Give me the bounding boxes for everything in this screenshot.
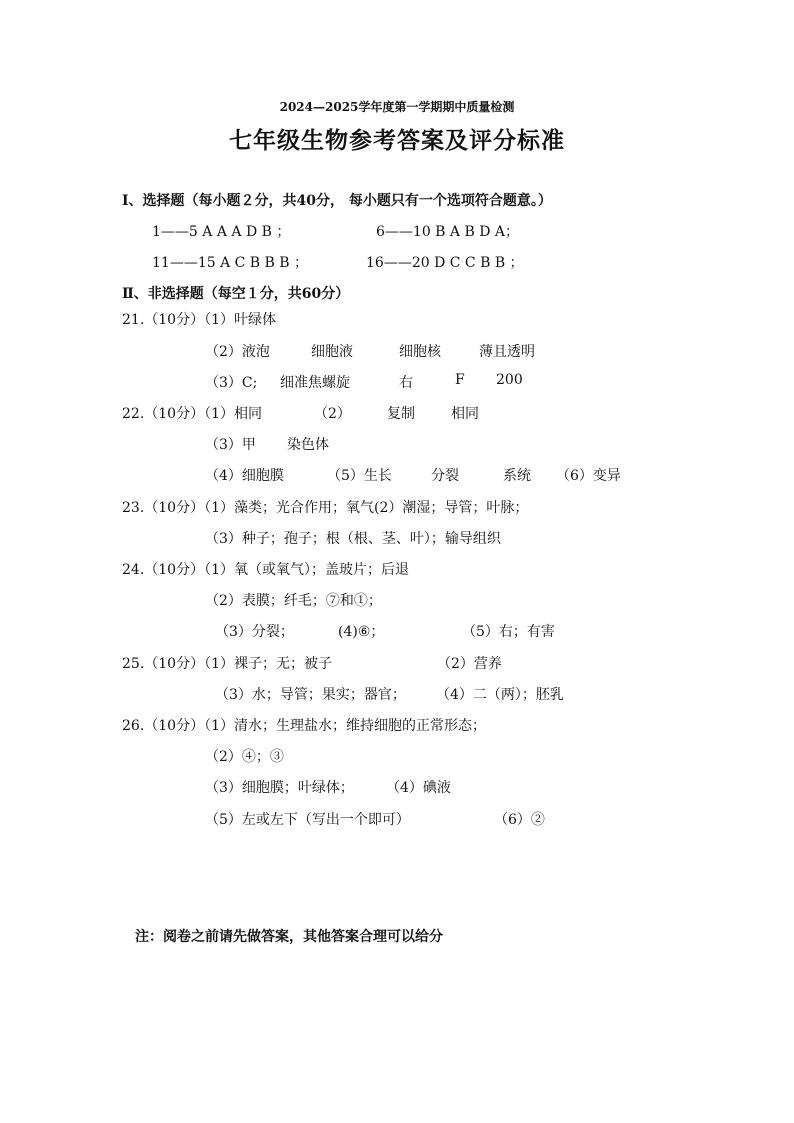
mc-answers-1-5: 1——5 A A A D B ； — [152, 224, 291, 240]
q26-line4-cell: （5）左或左下（写出一个即可） — [205, 812, 410, 828]
q21-line3-cell: （3）C; — [205, 375, 258, 391]
q24-line2: （2）表膜；纤毛；⑦和①； — [205, 593, 382, 609]
q26-line3-cell: （4）碘液 — [386, 780, 451, 796]
q21-line2-cell: 细胞核 — [399, 344, 441, 360]
q26-line1: 26.（10分）（1）清水；生理盐水；维持细胞的正常形态； — [122, 718, 486, 734]
q21-line2-cell: （2）液泡 — [205, 344, 270, 360]
q26-line4-cell: （6）② — [494, 812, 545, 828]
q23-line2: （3）种子；孢子；根（根、茎、叶）；输导组织 — [205, 531, 501, 547]
section1-heading: Ⅰ、选择题（每小题２分，共40分， 每小题只有一个选项符合题意。） — [122, 193, 552, 209]
q24-line1: 24.（10分）（1）氧（或氧气）；盖玻片；后退 — [122, 562, 409, 578]
q21-line1: 21.（10分）（1）叶绿体 — [122, 312, 276, 328]
q21-line3-cell: F — [455, 372, 465, 388]
q24-line3-cell: （5）右；有害 — [462, 624, 555, 640]
q22-line1-cell: （2） — [314, 406, 351, 422]
mc-answers-11-15: 11——15 A C B B B ； — [152, 255, 309, 271]
q24-line3-cell: （3）分裂； — [215, 624, 294, 640]
q22-line3-cell: （5）生长 — [327, 468, 392, 484]
page-title: 七年级生物参考答案及评分标准 — [229, 127, 565, 154]
q24-line3-cell: (4)⑥； — [338, 624, 385, 640]
q22-line2-cell: （3）甲 — [205, 437, 256, 453]
q23-line1: 23.（10分）（1）藻类；光合作用；氧气(2）潮湿；导管；叶脉； — [122, 500, 529, 516]
q21-line2-cell: 细胞液 — [311, 344, 353, 360]
q22-line2-cell: 染色体 — [287, 437, 329, 453]
q21-line3-cell: 200 — [496, 372, 523, 388]
q22-line1-cell: 相同 — [451, 406, 479, 422]
q26-line2: （2）④；③ — [205, 749, 284, 765]
mc-answers-6-10: 6——10 B A B D A； — [376, 224, 519, 240]
q22-line3-cell: （6）变异 — [556, 468, 621, 484]
q22-line3-cell: 分裂 — [431, 468, 459, 484]
q21-line3-cell: 细准焦螺旋 — [280, 375, 350, 391]
grading-note: 注：阅卷之前请先做答案，其他答案合理可以给分 — [135, 929, 443, 945]
q21-line3-cell: 右 — [399, 375, 413, 391]
q26-line3-cell: （3）细胞膜；叶绿体； — [205, 780, 354, 796]
q25-line1-cell: （2）营养 — [437, 656, 502, 672]
q22-line3-cell: （4）细胞膜 — [205, 468, 284, 484]
q25-line1-cell: 25.（10分）（1）裸子；无；被子 — [122, 656, 332, 672]
q25-line2-cell: （4）二（两）；胚乳 — [436, 687, 564, 703]
exam-subtitle: 2024—2025学年度第一学期期中质量检测 — [279, 100, 515, 114]
mc-answers-16-20: 16——20 D C C B B ； — [366, 255, 524, 271]
q22-line1-cell: 22.（10分）（1）相同 — [122, 406, 262, 422]
section2-heading: Ⅱ、非选择题（每空１分，共60分） — [122, 286, 350, 302]
q25-line2-cell: （3）水；导管；果实；器官； — [215, 687, 406, 703]
q21-line2-cell: 薄且透明 — [479, 344, 535, 360]
q22-line1-cell: 复制 — [387, 406, 415, 422]
q22-line3-cell: 系统 — [503, 468, 531, 484]
